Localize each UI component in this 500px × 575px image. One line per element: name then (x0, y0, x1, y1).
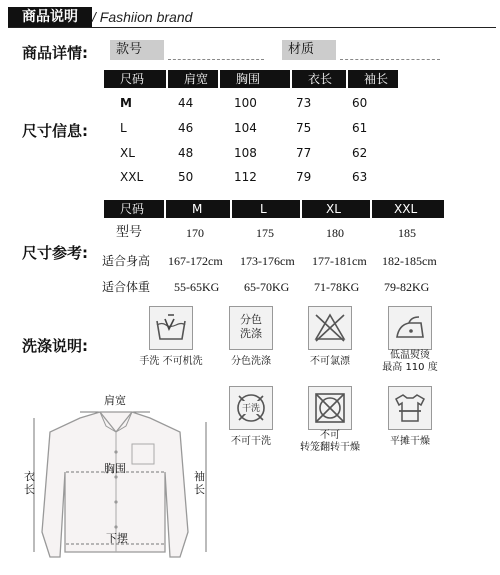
wash-separately-text: 分色 洗涤 (240, 313, 262, 340)
table-cell: 104 (234, 121, 257, 135)
hand-wash-caption: 手洗 不可机洗 (139, 356, 203, 367)
table-cell: 112 (234, 170, 257, 184)
table-cell: XXL (120, 170, 144, 184)
table-cell: 60 (352, 96, 368, 110)
table-cell: 61 (352, 121, 368, 135)
material-field (340, 58, 440, 60)
table-cell: 46 (178, 121, 194, 135)
table-cell: 175 (256, 226, 274, 240)
size-info-header (104, 70, 440, 88)
size-info-col-sleeve: 袖长 (348, 70, 398, 88)
wash-separately-caption: 分色洗涤 (231, 356, 271, 367)
table-cell: 79 (296, 170, 312, 184)
material-label: 材质 (282, 40, 336, 60)
table-cell: 55-65KG (174, 280, 220, 294)
table-cell: XL (120, 146, 135, 160)
size-info-col-chest: 胸围 (220, 70, 290, 88)
table-cell: 173-176cm (240, 254, 295, 268)
shoulder-label: 肩宽 (104, 394, 126, 407)
dry-flat-icon (388, 386, 432, 430)
size-ref-header (104, 200, 444, 218)
size-ref-col-xxl: XXL (372, 200, 444, 218)
header-title: 商品说明 (8, 7, 92, 27)
size-info-col-shoulder: 肩宽 (168, 70, 218, 88)
table-cell: 170 (186, 226, 204, 240)
table-cell: 100 (234, 96, 257, 110)
no-dry-clean-text: 干洗 (242, 401, 260, 414)
washing-label: 洗涤说明: (22, 337, 88, 355)
hand-wash-icon (149, 306, 193, 350)
table-cell: L (120, 121, 127, 135)
style-no-label: 款号 (110, 40, 164, 60)
no-bleach-icon (308, 306, 352, 350)
iron-low-temp-icon (388, 306, 432, 350)
table-cell: 167-172cm (168, 254, 223, 268)
table-cell: 62 (352, 146, 368, 160)
size-ref-body (100, 224, 450, 296)
table-cell: 型号 (116, 225, 143, 240)
no-bleach-caption: 不可氯漂 (310, 356, 350, 367)
table-cell: 65-70KG (244, 280, 290, 294)
dry-flat-caption: 平摊干燥 (390, 436, 430, 447)
size-info-col-length: 衣长 (292, 70, 346, 88)
table-cell: 185 (398, 226, 416, 240)
no-dry-clean-icon (229, 386, 273, 430)
table-cell: 适合体重 (102, 280, 151, 294)
table-cell: 79-82KG (384, 280, 430, 294)
table-cell: 48 (178, 146, 194, 160)
size-ref-col-m: M (166, 200, 230, 218)
size-info-label: 尺寸信息: (22, 122, 88, 140)
table-cell: 44 (178, 96, 194, 110)
table-cell: 75 (296, 121, 312, 135)
no-tumble-dry-caption: 不可 转笼翻转干燥 (300, 430, 360, 453)
table-cell: 71-78KG (314, 280, 360, 294)
size-info-col-size: 尺码 (104, 70, 166, 88)
hem-label: 下摆 (106, 532, 128, 545)
table-cell: M (120, 96, 132, 110)
table-cell: 适合身高 (102, 254, 151, 268)
page-header (0, 0, 500, 34)
no-dry-clean-caption: 不可干洗 (231, 436, 271, 447)
header-subtitle: / Fashiion brand (92, 9, 193, 25)
table-cell: 108 (234, 146, 257, 160)
sleeve-label: 袖 长 (194, 470, 205, 496)
table-cell: 177-181cm (312, 254, 367, 268)
size-ref-col-size: 尺码 (104, 200, 164, 218)
size-info-body (104, 94, 440, 194)
iron-low-temp-caption: 低温熨烫 最高 110 度 (382, 350, 438, 373)
table-cell: 73 (296, 96, 312, 110)
no-tumble-dry-icon (308, 386, 352, 430)
table-cell: 63 (352, 170, 368, 184)
style-no-field (168, 58, 264, 60)
size-ref-col-xl: XL (302, 200, 370, 218)
chest-label: 胸围 (104, 462, 126, 475)
table-cell: 180 (326, 226, 344, 240)
product-details-label: 商品详情: (22, 44, 88, 62)
size-reference-label: 尺寸参考: (22, 244, 88, 262)
table-cell: 77 (296, 146, 312, 160)
size-ref-col-l: L (232, 200, 300, 218)
wash-separately-icon (229, 306, 273, 350)
table-cell: 50 (178, 170, 194, 184)
table-cell: 182-185cm (382, 254, 437, 268)
length-label: 衣 长 (24, 470, 35, 496)
header-rule (8, 27, 496, 28)
